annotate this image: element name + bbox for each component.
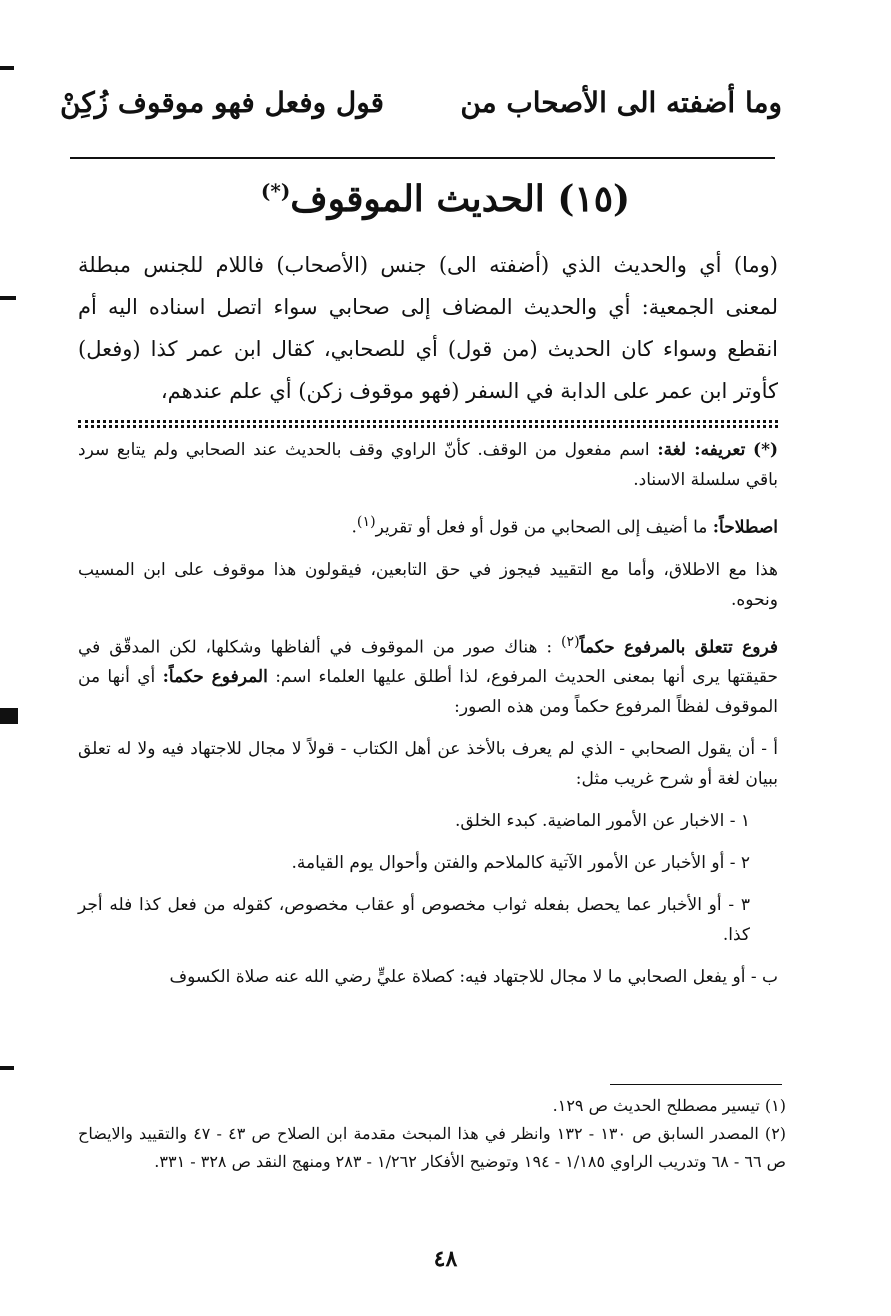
- note-term-end: .: [351, 517, 357, 538]
- note-definition-label: تعريفه: لغة:: [657, 440, 746, 460]
- dotted-separator: [78, 420, 778, 428]
- scan-mark: [0, 66, 14, 70]
- note-definition: [78, 435, 778, 495]
- note-branches: [78, 627, 778, 723]
- scan-mark: [0, 708, 18, 724]
- note-restriction: هذا مع الاطلاق، وأما مع التقييد فيجوز في حق التابعين، فيقولون هذا موقوف على ابن المسيب ونحوه.: [78, 559, 778, 610]
- page-number: ٤٨: [433, 1246, 458, 1272]
- footnote-2: (٢) المصدر السابق ص ١٣٠ - ١٣٢ وانظر في هذا المبحث مقدمة ابن الصلاح ص ٤٣ - ٤٧ والتقييد والايضاح ص ٦٦ - ٦٨ وتدريب الراوي ١/١٨٥ - ١٩٤ وتوضيح الأفكار ١/٢٦٢ - ٢٨٣ ومنهج النقد ص ٣٢٨ - ٣٣١.: [78, 1124, 787, 1171]
- footnote-ref-2: (٢): [561, 633, 580, 650]
- note-marker: (*): [753, 440, 779, 460]
- section-heading: [0, 178, 891, 220]
- verse-divider: [70, 157, 775, 159]
- footnote-ref-1: (١): [356, 514, 376, 530]
- editor-note: [78, 435, 778, 1004]
- heading-marker: (*): [260, 179, 291, 203]
- list-item-a: أ - أن يقول الصحابي - الذي لم يعرف بالأخذ عن أهل الكتاب - قولاً لا مجال للاجتهاد فيه ولا له تعلق ببيان لغة أو شرح غريب مثل:: [78, 739, 778, 790]
- note-term-text: ما أضيف إلى الصحابي من قول أو فعل أو تقرير: [375, 517, 708, 538]
- verse-first-hemistich: وما أضفته الى الأصحاب من: [460, 86, 782, 119]
- scan-mark: [0, 1066, 14, 1070]
- note-branches-label2: المرفوع حكماً:: [162, 667, 268, 688]
- footnote-divider: [610, 1084, 782, 1085]
- commentary-block: [78, 244, 778, 412]
- list-item-3: ٣ - أو الأخبار عما يحصل بفعله ثواب مخصوص أو عقاب مخصوص، كقوله من فعل كذا فله أجر كذا.: [78, 895, 750, 946]
- footnote-1: (١) تيسير مصطلح الحديث ص ١٢٩.: [552, 1096, 786, 1115]
- list-item-2: ٢ - أو الأخبار عن الأمور الآتية كالملاحم والفتن وأحوال يوم القيامة.: [291, 853, 750, 874]
- heading-title: (١٥) الحديث الموقوف: [290, 178, 631, 220]
- list-item-1: ١ - الاخبار عن الأمور الماضية. كبدء الخلق.: [455, 811, 750, 832]
- note-branches-text: : هناك صور من الموقوف في ألفاظها وشكلها، لكن المدقّق في حقيقتها يرى أنها بمعنى الحديث المرفوع، لذا أطلق عليها العلماء اسم:: [78, 637, 779, 688]
- note-definition-text: اسم مفعول من الوقف. كأنّ الراوي وقف بالحديث عند الصحابي ولم يتابع سرد باقي سلسلة الاسناد.: [78, 440, 778, 490]
- note-branches-text2: أي أنها من الموقوف لفظاً المرفوع حكماً ومن هذه الصور:: [78, 667, 778, 718]
- list-item-b: ب - أو يفعل الصحابي ما لا مجال للاجتهاد فيه: كصلاة عليٍّ رضي الله عنه صلاة الكسوف: [169, 967, 778, 988]
- scan-mark: [0, 296, 16, 300]
- verse-second-hemistich: قول وفعل فهو موقوف زُكِنْ: [60, 86, 385, 119]
- commentary-paragraph: (وما) أي والحديث الذي (أضفته الى) جنس (الأصحاب) فاللام للجنس مبطلة لمعنى الجمعية: أي والحديث المضاف إلى صحابي سواء اتصل اسناده اليه أم انقطع وسواء كان الحديث (من قول) أي للصحابي، كقال ابن عمر كذا (وفعل) كأوتر ابن عمر على الدابة في السفر (فهو موقوف زكن) أي علم عندهم،: [78, 253, 778, 403]
- note-branches-label: فروع تتعلق بالمرفوع حكماً: [579, 637, 778, 658]
- note-term-label: اصطلاحاً:: [712, 517, 778, 538]
- note-term: [78, 507, 778, 543]
- footnotes: [78, 1092, 786, 1176]
- verse-line: [60, 86, 782, 136]
